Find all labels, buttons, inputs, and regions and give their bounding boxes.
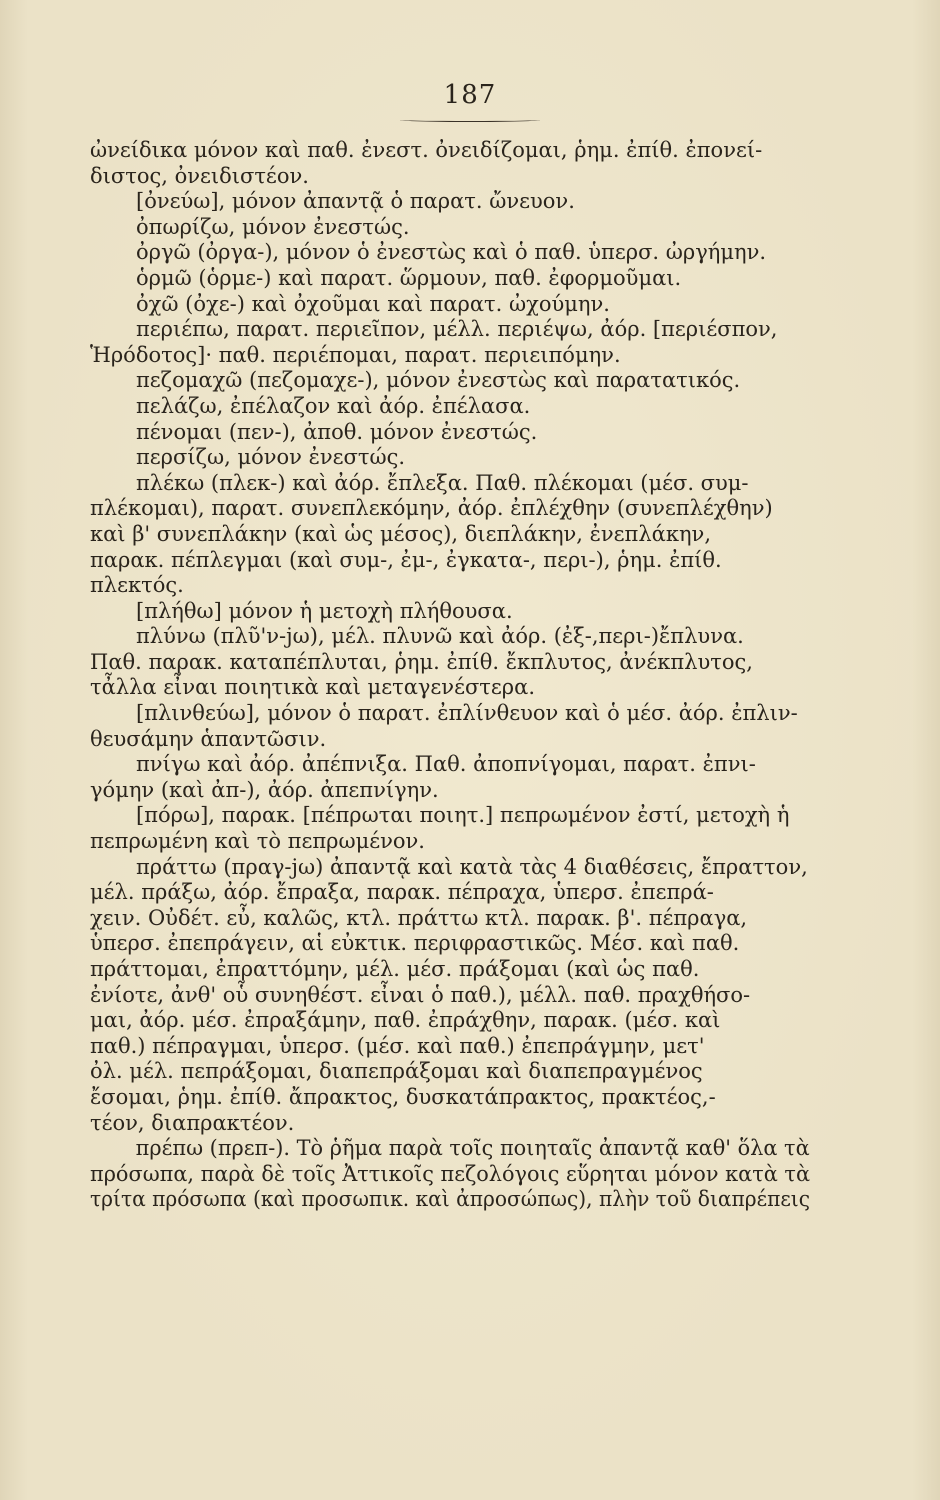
text-line: ἐνίοτε, ἀνθ' οὗ συνηθέστ. εἶναι ὁ παθ.), μέλλ. παθ. πραχθήσο-	[90, 982, 751, 1007]
text-line: ὠνείδικα μόνον καὶ παθ. ἐνεστ. ὀνειδίζομαι, ῥημ. ἐπίθ. ἐπονεί-	[90, 138, 763, 162]
text-line: διστος, ὀνειδιστέον.	[90, 163, 309, 188]
text-line: τἆλλα εἶναι ποιητικὰ καὶ μεταγενέστερα.	[90, 675, 535, 700]
page-number-rule	[400, 118, 540, 122]
text-line: περσίζω, μόνον ἐνεστώς.	[136, 445, 406, 470]
dictionary-text-block	[90, 138, 810, 1213]
text-line: πεπρωμένη καὶ τὸ πεπρωμένον.	[90, 829, 425, 854]
text-line: πλέκω (πλεκ-) καὶ ἀόρ. ἔπλεξα. Παθ. πλέκομαι (μέσ. συμ-	[136, 470, 749, 495]
text-line: τρίτα πρόσωπα (καὶ προσωπικ. καὶ ἀπροσώπως), πλὴν τοῦ διαπρέπεις	[90, 1187, 811, 1212]
text-line: [πλινθεύω], μόνον ὁ παρατ. ἐπλίνθευον καὶ ὁ μέσ. ἀόρ. ἐπλιν-	[136, 701, 798, 726]
text-line: πλεκτός.	[90, 573, 184, 598]
text-line: παρακ. πέπλεγμαι (καὶ συμ-, ἐμ-, ἐγκατα-, περι-), ῥημ. ἐπίθ.	[90, 547, 722, 572]
text-line: πένομαι (πεν-), ἀποθ. μόνον ἐνεστώς.	[136, 419, 538, 444]
text-line: πράττω (πραγ-jω) ἀπαντᾷ καὶ κατὰ τὰς 4 διαθέσεις, ἔπραττον,	[136, 854, 808, 879]
text-line: [πλήθω] μόνον ἡ μετοχὴ πλήθουσα.	[136, 598, 513, 623]
text-line: [ὀνεύω], μόνον ἀπαντᾷ ὁ παρατ. ὤνευον.	[136, 189, 575, 214]
text-line: πρέπω (πρεπ-). Τὸ ῥῆμα παρὰ τοῖς ποιηταῖς ἀπαντᾷ καθ' ὅλα τὰ	[135, 1136, 810, 1161]
text-line: περιέπω, παρατ. περιεῖπον, μέλλ. περιέψω, ἀόρ. [περιέσπον,	[136, 317, 778, 342]
text-line: μαι, ἀόρ. μέσ. ἐπραξάμην, παθ. ἐπράχθην, παρακ. (μέσ. καὶ	[90, 1008, 721, 1033]
text-line: πλύνω (πλῦ'ν-jω), μέλ. πλυνῶ καὶ ἀόρ. (ἐξ-,περι-)ἔπλυνα.	[136, 624, 744, 649]
text-line: ὀχῶ (ὀχε-) καὶ ὀχοῦμαι καὶ παρατ. ὠχούμην.	[136, 291, 610, 316]
text-line: πρόσωπα, παρὰ δὲ τοῖς Ἀττικοῖς πεζολόγοις εὕρηται μόνον κατὰ τὰ	[90, 1161, 811, 1186]
text-line: πελάζω, ἐπέλαζον καὶ ἀόρ. ἐπέλασα.	[136, 393, 531, 418]
text-line: θευσάμην ἁπαντῶσιν.	[90, 726, 327, 751]
text-line: μέλ. πράξω, ἀόρ. ἔπραξα, παρακ. πέπραχα, ὑπερσ. ἐπεπρά-	[90, 880, 714, 905]
text-line: ἔσομαι, ῥημ. ἐπίθ. ἄπρακτος, δυσκατάπρακτος, πρακτέος,-	[90, 1084, 716, 1109]
text-line: πνίγω καὶ ἀόρ. ἀπέπνιξα. Παθ. ἀποπνίγομαι, παρατ. ἐπνι-	[136, 752, 756, 777]
page-number: 187	[443, 80, 497, 110]
text-line: Παθ. παρακ. καταπέπλυται, ῥημ. ἐπίθ. ἔκπλυτος, ἀνέκπλυτος,	[90, 649, 753, 674]
text-line: τέον, διαπρακτέον.	[90, 1110, 295, 1135]
text-line: ὑπερσ. ἐπεπράγειν, αἱ εὐκτικ. περιφραστικῶς. Μέσ. καὶ παθ.	[90, 931, 740, 956]
text-line: χειν. Οὐδέτ. εὖ, καλῶς, κτλ. πράττω κτλ. παρακ. β'. πέπραγα,	[90, 905, 748, 930]
text-line: γόμην (καὶ ἀπ-), ἀόρ. ἀπεπνίγην.	[90, 777, 439, 802]
text-line: πεζομαχῶ (πεζομαχε-), μόνον ἐνεστὼς καὶ παρατατικός.	[136, 368, 741, 393]
text-line: πλέκομαι), παρατ. συνεπλεκόμην, ἀόρ. ἐπλέχθην (συνεπλέχθην)	[90, 496, 773, 521]
text-line: ὀπωρίζω, μόνον ἐνεστώς.	[136, 214, 410, 239]
text-line: ὀργῶ (ὀργα-), μόνον ὁ ἐνεστὼς καὶ ὁ παθ. ὑπερσ. ὠργήμην.	[136, 240, 767, 265]
text-line: ὀλ. μέλ. πεπράξομαι, διαπεπράξομαι καὶ διαπεπραγμένος	[90, 1059, 703, 1084]
text-line: παθ.) πέπραγμαι, ὑπερσ. (μέσ. καὶ παθ.) ἐπεπράγμην, μετ'	[90, 1033, 705, 1058]
text-line: πράττομαι, ἐπραττόμην, μέλ. μέσ. πράξομαι (καὶ ὡς παθ.	[90, 957, 700, 981]
text-line: Ἡρόδοτος]· παθ. περιέπομαι, παρατ. περιειπόμην.	[90, 342, 621, 367]
text-line: [πόρω], παρακ. [πέπρωται ποιητ.] πεπρωμένον ἐστί, μετοχὴ ἡ	[136, 803, 790, 828]
text-line: ὁρμῶ (ὁρμε-) καὶ παρατ. ὥρμουν, παθ. ἐφορμοῦμαι.	[136, 265, 682, 290]
text-line: καὶ β' συνεπλάκην (καὶ ὡς μέσος), διεπλάκην, ἐνεπλάκην,	[90, 521, 711, 546]
